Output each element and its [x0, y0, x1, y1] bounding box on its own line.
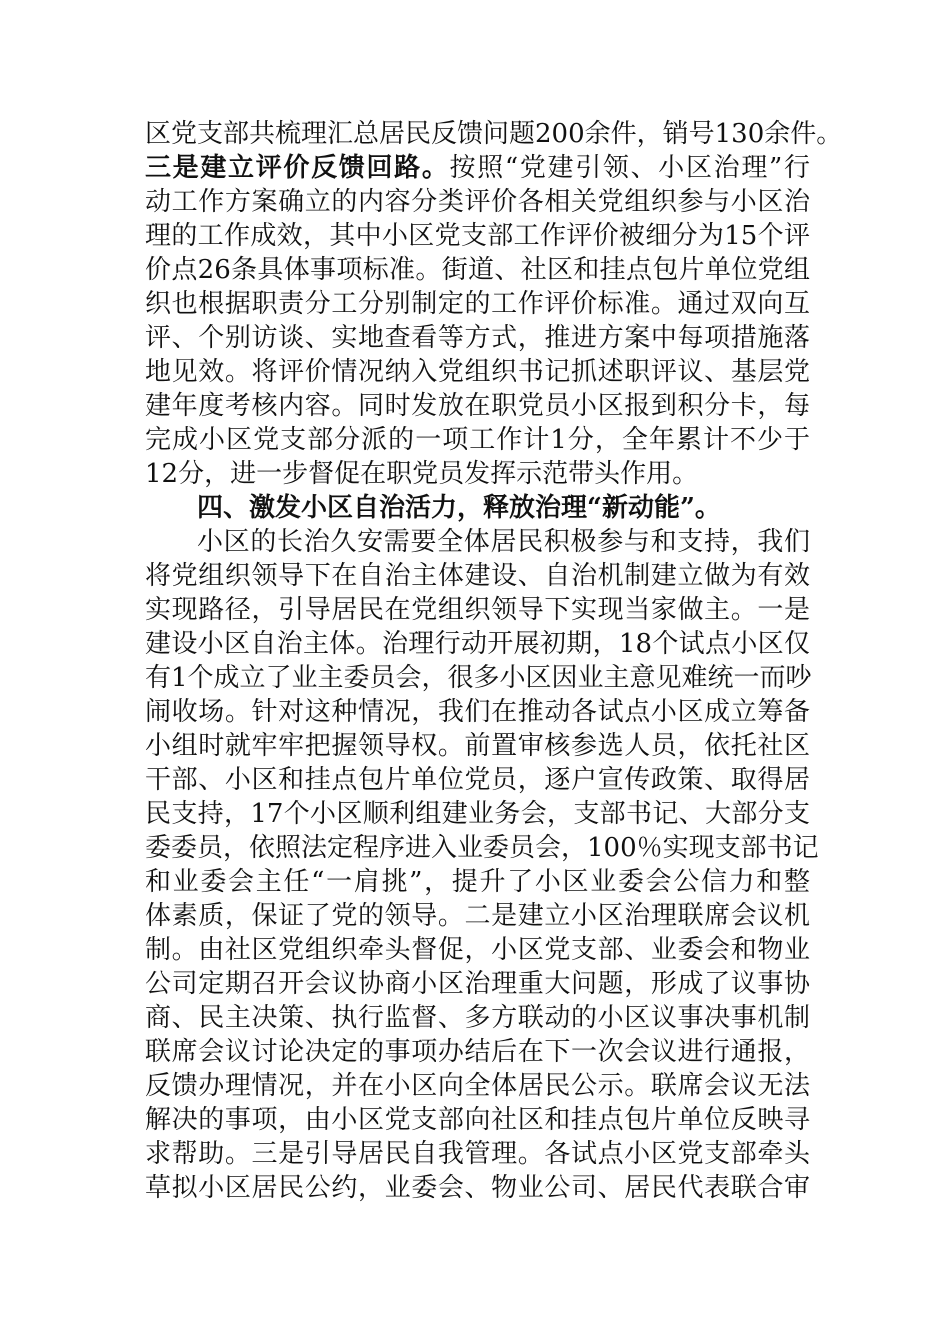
text-line: 织也根据职责分工分别制定的工作评价标准。通过双向互: [145, 289, 810, 319]
text-line: 联席会议讨论决定的事项办结后在下一次会议进行通报，: [145, 1037, 810, 1067]
text-line: 区党支部共梳理汇总居民反馈问题200余件，销号130余件。: [145, 119, 843, 149]
text-line: 解决的事项，由小区党支部向社区和挂点包片单位反映寻: [145, 1105, 810, 1135]
text-line: 干部、小区和挂点包片单位党员，逐户宣传政策、取得居: [145, 765, 810, 795]
text-line: 民支持，17个小区顺利组建业务会，支部书记、大部分支: [145, 799, 810, 829]
text-span: 按照“党建引领、小区治理”行: [449, 153, 810, 183]
text-line: 小区的长治久安需要全体居民积极参与和支持，我们: [197, 527, 810, 557]
text-line: 将党组织领导下在自治主体建设、自治机制建立做为有效: [145, 561, 810, 591]
text-line: 反馈办理情况，并在小区向全体居民公示。联席会议无法: [145, 1071, 810, 1101]
text-line: 动工作方案确立的内容分类评价各相关党组织参与小区治: [145, 187, 810, 217]
text-line: 公司定期召开会议协商小区治理重大问题，形成了议事协: [145, 969, 810, 999]
text-line: 制。由社区党组织牵头督促，小区党支部、业委会和物业: [145, 935, 810, 965]
text-line: 体素质，保证了党的领导。二是建立小区治理联席会议机: [145, 901, 810, 931]
text-line: 建设小区自治主体。治理行动开展初期，18个试点小区仅: [145, 629, 810, 659]
section-heading: 四、激发小区自治活力，释放治理“新动能”。: [197, 493, 721, 523]
text-line: 有1个成立了业主委员会，很多小区因业主意见难统一而吵: [145, 663, 812, 693]
text-line: 闹收场。针对这种情况，我们在推动各试点小区成立筹备: [145, 697, 810, 727]
text-line: 商、民主决策、执行监督、多方联动的小区议事决事机制: [145, 1003, 810, 1033]
text-line: 建年度考核内容。同时发放在职党员小区报到积分卡，每: [145, 391, 810, 421]
text-line: 地见效。将评价情况纳入党组织书记抓述职评议、基层党: [145, 357, 810, 387]
text-line: 价点26条具体事项标准。街道、社区和挂点包片单位党组: [145, 255, 810, 285]
text-line: 草拟小区居民公约，业委会、物业公司、居民代表联合审: [145, 1173, 810, 1203]
bold-lead-phrase: 三是建立评价反馈回路。: [145, 153, 450, 183]
text-line: [145, 151, 810, 185]
text-line: 12分，进一步督促在职党员发挥示范带头作用。: [145, 459, 699, 489]
text-line: 和业委会主任“一肩挑”，提升了小区业委会公信力和整: [145, 867, 810, 897]
text-line: 理的工作成效，其中小区党支部工作评价被细分为15个评: [145, 221, 810, 251]
document-page: [145, 117, 843, 1205]
text-line: 完成小区党支部分派的一项工作计1分，全年累计不少于: [145, 425, 810, 455]
text-line: 实现路径，引导居民在党组织领导下实现当家做主。一是: [145, 595, 810, 625]
text-line: 评、个别访谈、实地查看等方式，推进方案中每项措施落: [145, 323, 810, 353]
text-line: 求帮助。三是引导居民自我管理。各试点小区党支部牵头: [145, 1139, 810, 1169]
text-line: 小组时就牢牢把握领导权。前置审核参选人员，依托社区: [145, 731, 810, 761]
text-line: 委委员，依照法定程序进入业委员会，100％实现支部书记: [145, 833, 819, 863]
